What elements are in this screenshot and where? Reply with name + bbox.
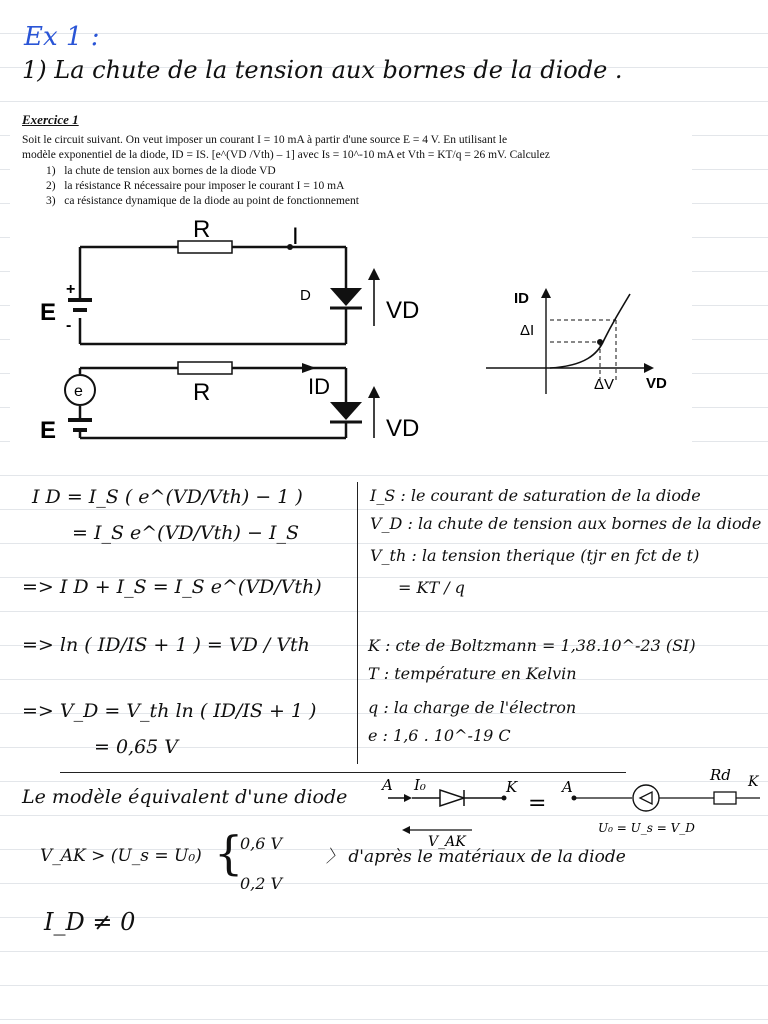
c2-source-label: e bbox=[74, 383, 83, 400]
graph-x-label: VD bbox=[646, 375, 667, 392]
c2-r-label: R bbox=[193, 379, 211, 406]
def-e: e : 1,6 . 10^-19 C bbox=[368, 726, 511, 745]
voltage-value-1: 0,6 V bbox=[240, 834, 283, 853]
def-k: K : cte de Boltzmann = 1,38.10^-23 (SI) bbox=[368, 636, 696, 655]
eq-line-3: => I D + I_S = I_S e^(VD/Vth) bbox=[22, 576, 322, 598]
eq-line-5: => V_D = V_th ln ( ID/IS + 1 ) bbox=[22, 700, 317, 722]
question-1-heading: 1) La chute de la tension aux bornes de la diode . bbox=[22, 56, 623, 84]
eq-result: = 0,65 V bbox=[94, 736, 179, 758]
diode-characteristic-graph bbox=[486, 288, 654, 394]
id-nonzero: I_D ≠ 0 bbox=[44, 908, 136, 936]
eq-line-4: => ln ( ID/IS + 1 ) = VD / Vth bbox=[22, 634, 310, 656]
exercise-label: Ex 1 : bbox=[24, 22, 100, 52]
c1-i-label: I bbox=[292, 223, 299, 250]
def-vth-formula: = KT / q bbox=[398, 578, 465, 597]
model-vak-label: V_AK bbox=[428, 834, 466, 850]
question-1: 1) la chute de tension aux bornes de la diode VD bbox=[46, 165, 276, 177]
eq-line-2: = I_S e^(VD/Vth) − I_S bbox=[72, 522, 299, 544]
exercise-title: Exercice 1 bbox=[22, 112, 79, 127]
c1-r-label: R bbox=[193, 216, 211, 243]
c2-vd-label: VD bbox=[386, 415, 420, 442]
c1-d-label: D bbox=[300, 287, 311, 304]
def-vd: V_D : la chute de tension aux bornes de la diode bbox=[370, 514, 762, 533]
def-vth: V_th : la tension therique (tjr en fct de t) bbox=[370, 546, 700, 565]
question-2: 2) la résistance R nécessaire pour imposer le courant I = 10 mA bbox=[46, 180, 345, 192]
graph-delta-i: ΔI bbox=[520, 322, 535, 339]
c2-id-label: ID bbox=[308, 374, 330, 399]
model-equals: = bbox=[528, 791, 547, 816]
exercise-text-line2: modèle exponentiel de la diode, ID = IS. [e^(VD /Vth) – 1] avec Is = 10^-10 mA et Vth = KT/q = 26 mV. Calculez bbox=[22, 149, 550, 161]
c1-plus: + bbox=[66, 281, 76, 298]
circuit-diagrams bbox=[10, 104, 692, 466]
notes-divider bbox=[357, 482, 358, 764]
material-note: 〉 d'après le matériaux de la diode bbox=[326, 847, 626, 867]
diode-1 bbox=[330, 288, 362, 306]
eq-line-1: I D = I_S ( e^(VD/Vth) − 1 ) bbox=[32, 486, 303, 508]
scanned-exercise bbox=[10, 104, 692, 466]
c1-vd-label: VD bbox=[386, 297, 420, 324]
c1-e-label: E bbox=[40, 299, 57, 326]
model-a-label: A bbox=[382, 776, 393, 794]
graph-y-label: ID bbox=[514, 290, 529, 307]
def-q: q : la charge de l'électron bbox=[368, 698, 577, 717]
def-t: T : température en Kelvin bbox=[368, 664, 577, 683]
vak-condition: V_AK > (U_s = U₀) bbox=[40, 846, 202, 866]
model-a2-label: A bbox=[562, 778, 573, 796]
model-title: Le modèle équivalent d'une diode bbox=[22, 786, 348, 808]
model-us-label: U₀ = U_s = V_D bbox=[598, 821, 695, 835]
model-k-label: K bbox=[506, 778, 518, 796]
model-rd-label: Rd bbox=[710, 766, 731, 784]
model-diagram bbox=[376, 760, 768, 850]
question-3: 3) ca résistance dynamique de la diode au point de fonctionnement bbox=[46, 195, 359, 207]
diode-2 bbox=[330, 402, 362, 420]
model-k2-label: K bbox=[748, 774, 759, 790]
def-is: I_S : le courant de saturation de la diode bbox=[370, 486, 701, 505]
voltage-value-2: 0,2 V bbox=[240, 874, 283, 893]
brace: { bbox=[214, 826, 244, 880]
exercise-text-line1: Soit le circuit suivant. On veut imposer un courant I = 10 mA à partir d'une source E = 4 V. En utilisant le bbox=[22, 134, 508, 146]
graph-delta-v: ΔV bbox=[594, 376, 615, 393]
c2-e-label: E bbox=[40, 417, 57, 444]
model-i0-label: I₀ bbox=[414, 776, 426, 794]
c1-minus: - bbox=[66, 317, 72, 334]
